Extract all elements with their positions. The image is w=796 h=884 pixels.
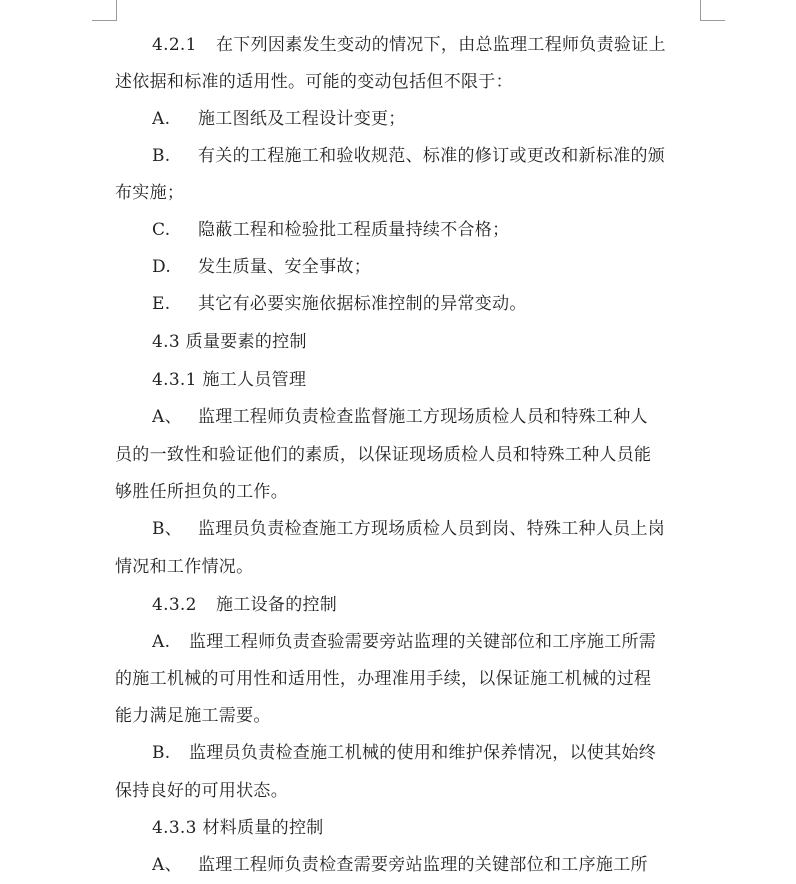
paragraph-text: 够胜任所担负的工作。: [115, 482, 288, 502]
list-marker: D.: [152, 257, 172, 277]
list-item-text: 监理员负责检查施工方现场质检人员到岗、特殊工种人员上岗: [198, 519, 666, 539]
clause-heading: [152, 27, 705, 64]
crop-mark: [92, 20, 117, 21]
list-item-text: 发生质量、安全事故；: [198, 257, 371, 277]
list-item-text: 监理员负责检查施工机械的使用和维护保养情况，以使其始终: [189, 743, 657, 763]
list-item-text: 监理工程师负责检查监督施工方现场质检人员和特殊工种人: [198, 407, 648, 427]
paragraph-line: [115, 773, 705, 810]
section-heading-text: 4.3 质量要素的控制: [152, 332, 307, 352]
list-item: [152, 624, 705, 661]
subsection-heading: [152, 810, 705, 847]
list-marker: A.: [152, 632, 171, 652]
list-item: [152, 399, 705, 436]
subsection-heading: [152, 362, 705, 399]
list-marker: B.: [152, 743, 171, 763]
list-item: [152, 138, 705, 175]
list-marker: A、: [152, 855, 182, 875]
list-item: [152, 212, 705, 249]
paragraph-text: 的施工机械的可用性和适用性，办理准用手续，以保证施工机械的过程: [115, 669, 652, 689]
paragraph-text: 述依据和标准的适用性。可能的变动包括但不限于：: [115, 72, 513, 92]
list-marker: E.: [152, 294, 171, 314]
paragraph-text: 情况和工作情况。: [115, 557, 254, 577]
list-item: [152, 249, 705, 286]
paragraph-line: [115, 175, 705, 212]
list-item-text: 监理工程师负责检查需要旁站监理的关键部位和工序施工所: [198, 855, 648, 875]
list-marker: A.: [152, 109, 171, 129]
list-item: [152, 847, 705, 884]
paragraph-text: 能力满足施工需要。: [115, 706, 271, 726]
list-item: [152, 511, 705, 548]
clause-text: 在下列因素发生变动的情况下，由总监理工程师负责验证上: [216, 35, 666, 55]
paragraph-line: [115, 661, 705, 698]
list-item-text: 施工图纸及工程设计变更；: [198, 109, 406, 129]
paragraph-line: [115, 437, 705, 474]
subsection-heading-text: 4.3.1 施工人员管理: [152, 370, 307, 390]
list-item: [152, 286, 705, 323]
list-item: [152, 735, 705, 772]
subsection-heading-text: 4.3.3 材料质量的控制: [152, 818, 324, 838]
list-marker: B、: [152, 519, 183, 539]
crop-mark: [700, 20, 725, 21]
section-heading: [152, 324, 705, 361]
paragraph-line: [115, 64, 705, 101]
list-item-text: 其它有必要实施依据标准控制的异常变动。: [198, 294, 527, 314]
list-item-text: 有关的工程施工和验收规范、标准的修订或更改和新标准的颁: [198, 146, 666, 166]
paragraph-line: [115, 549, 705, 586]
list-item-text: 隐蔽工程和检验批工程质量持续不合格；: [198, 220, 510, 240]
list-marker: B.: [152, 146, 171, 166]
crop-mark: [116, 0, 117, 21]
paragraph-text: 布实施；: [115, 183, 185, 203]
clause-number: 4.3.2: [152, 595, 197, 615]
crop-mark: [700, 0, 701, 21]
list-item: [152, 101, 705, 138]
subsection-heading: [152, 587, 705, 624]
paragraph-text: 保持良好的可用状态。: [115, 781, 288, 801]
list-marker: A、: [152, 407, 182, 427]
list-item-text: 监理工程师负责查验需要旁站监理的关键部位和工序施工所需: [189, 632, 657, 652]
paragraph-text: 员的一致性和验证他们的素质，以保证现场质检人员和特殊工种人员能: [115, 445, 652, 465]
subsection-heading-text: 施工设备的控制: [216, 595, 338, 615]
clause-number: 4.2.1: [152, 35, 197, 55]
list-marker: C.: [152, 220, 171, 240]
paragraph-line: [115, 474, 705, 511]
paragraph-line: [115, 698, 705, 735]
